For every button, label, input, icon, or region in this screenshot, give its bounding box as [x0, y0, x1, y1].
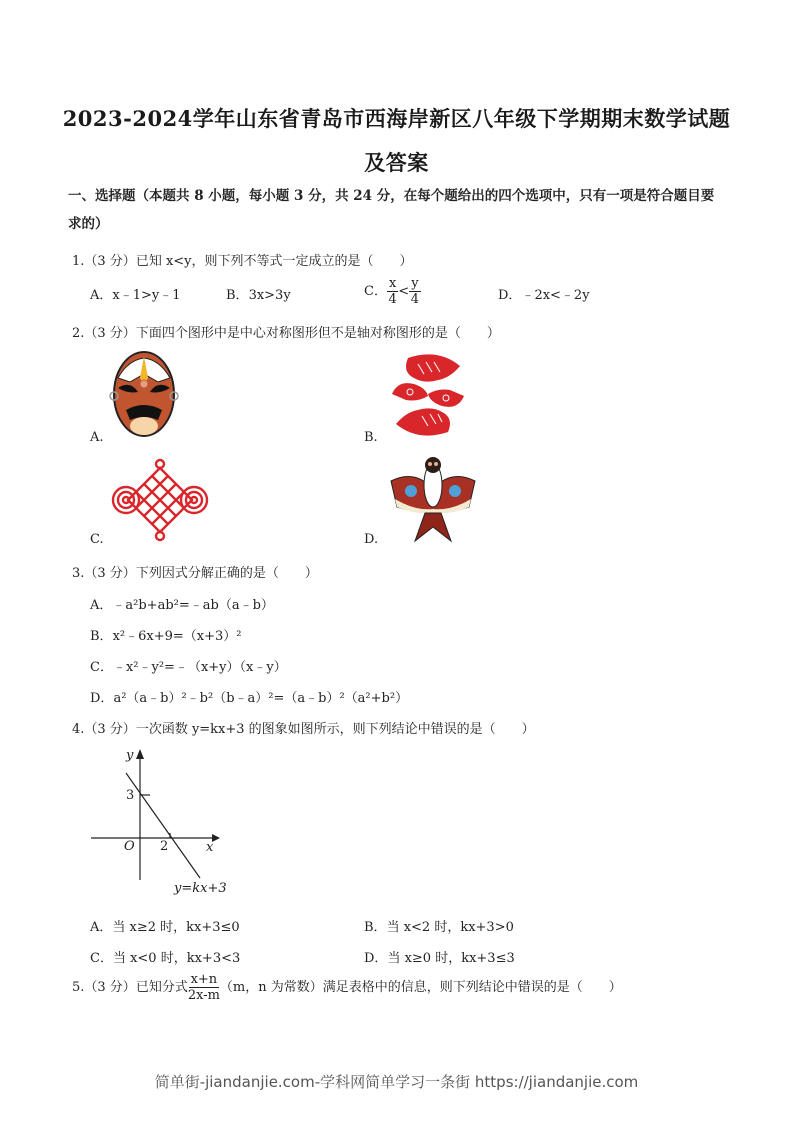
- question-4-stem: 4.（3 分）一次函数 y=kx+3 的图象如图所示，则下列结论中错误的是（ ）: [72, 722, 535, 737]
- question-1-option-c[interactable]: C． $\frac{x}{4}$ < $\frac{y}{4}$: [364, 276, 420, 307]
- x-axis-label: x: [206, 840, 214, 855]
- section-heading-line1: 一、选择题（本题共 8 小题，每小题 3 分，共 24 分，在每个题给出的四个选项中，只有一项是符合题目要: [68, 188, 715, 204]
- opera-mask-image: [108, 348, 180, 440]
- document-title-line1: 2023-2024学年山东省青岛市西海岸新区八年级下学期期末数学试题: [62, 106, 731, 131]
- origin-label: O: [124, 839, 135, 854]
- question-4-option-b[interactable]: B．当 x<2 时，kx+3>0: [364, 920, 514, 935]
- question-3-option-d[interactable]: D．a²（a﹣b）²﹣b²（b﹣a）²=（a﹣b）²（a²+b²）: [90, 691, 409, 706]
- question-2-stem: 2.（3 分）下面四个图形中是中心对称图形但不是轴对称图形的是（ ）: [72, 326, 500, 341]
- line-equation-label: y=kx+3: [174, 881, 227, 896]
- chinese-knot-image: [110, 458, 210, 542]
- linear-function-graph: [88, 745, 238, 900]
- question-1-option-a[interactable]: A．x﹣1>y﹣1: [90, 288, 181, 303]
- question-3-option-a[interactable]: A．﹣a²b+ab²=﹣ab（a﹣b）: [90, 598, 274, 613]
- section-heading: [68, 182, 728, 238]
- question-3-option-c[interactable]: C．﹣x²﹣y²=﹣（x+y）（x﹣y）: [90, 660, 287, 675]
- question-1-option-b[interactable]: B．3x>3y: [226, 288, 291, 303]
- section-heading-line2: 求的）: [68, 216, 109, 232]
- question-4-option-c[interactable]: C．当 x<0 时，kx+3<3: [90, 951, 241, 966]
- document-title-line2: 及答案: [364, 150, 429, 175]
- question-2-option-a[interactable]: A.: [90, 430, 104, 445]
- question-2-option-d[interactable]: D.: [364, 532, 379, 547]
- swallow-kite-image: [385, 455, 481, 543]
- fraction-expression: $\frac{x+n}{2x-m}$: [187, 972, 220, 1003]
- question-2-option-b[interactable]: B.: [364, 430, 378, 445]
- question-5-stem: 5.（3 分）已知分式 $\frac{x+n}{2x-m}$ （m，n 为常数）满足表格中的信息，则下列结论中错误的是（ ）: [72, 972, 622, 1003]
- question-1-option-d[interactable]: D．﹣2x<﹣2y: [498, 288, 590, 303]
- question-3-stem: 3.（3 分）下列因式分解正确的是（ ）: [72, 566, 318, 581]
- y-axis-label: y: [126, 748, 134, 763]
- question-4-option-d[interactable]: D．当 x≥0 时，kx+3≤3: [364, 951, 515, 966]
- question-4-option-a[interactable]: A．当 x≥2 时，kx+3≤0: [90, 920, 240, 935]
- fraction-y-over-4: $\frac{y}{4}$: [410, 276, 420, 307]
- y-intercept-label: 3: [126, 788, 135, 803]
- footer-watermark: 简单街-jiandanjie.com-学科网简单学习一条街 https://jiandanjie.com: [154, 1073, 639, 1091]
- paper-cut-fish-image: [388, 350, 468, 440]
- x-intercept-label: 2: [160, 839, 169, 854]
- fraction-x-over-4: $\frac{x}{4}$: [388, 276, 397, 307]
- question-3-option-b[interactable]: B．x²﹣6x+9=（x+3）²: [90, 629, 242, 644]
- question-1-stem: 1.（3 分）已知 x<y，则下列不等式一定成立的是（ ）: [72, 254, 413, 269]
- question-2-option-c[interactable]: C.: [90, 532, 104, 547]
